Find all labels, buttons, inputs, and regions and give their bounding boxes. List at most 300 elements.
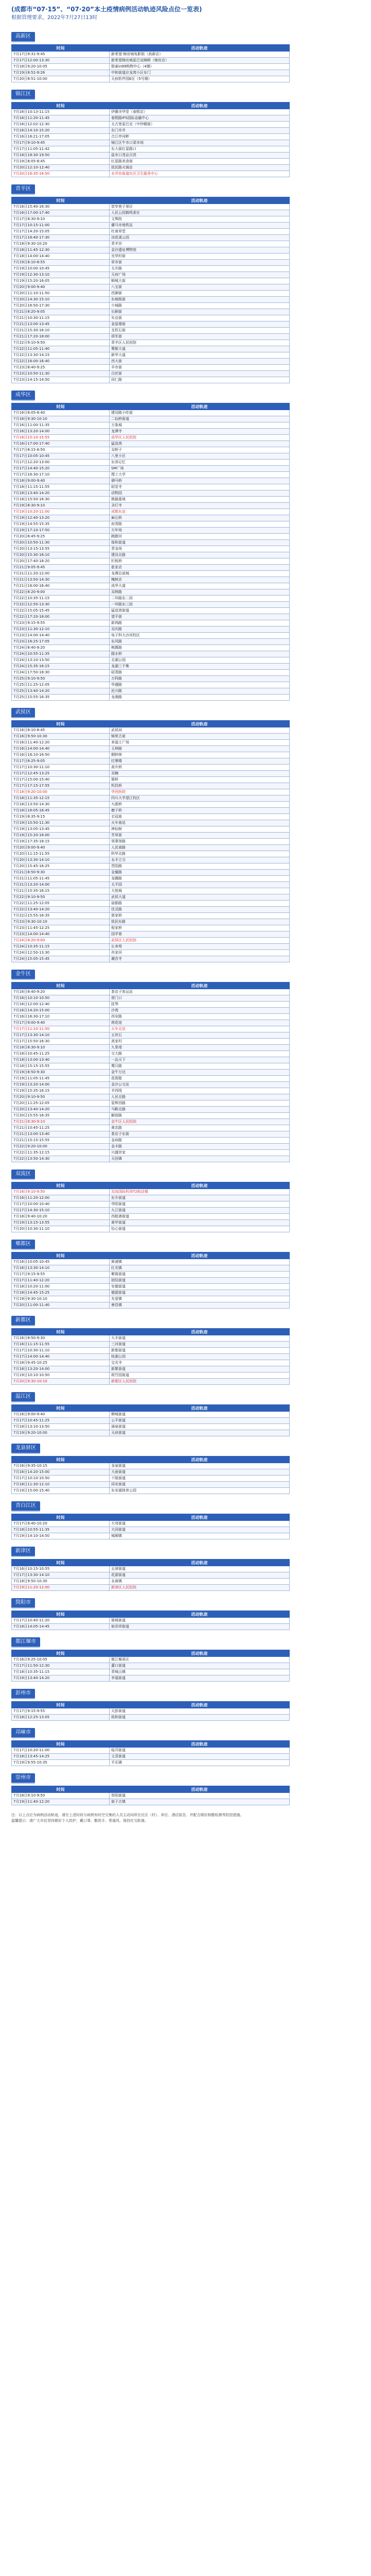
place-cell: 五块石 [110, 1032, 290, 1039]
table-row [12, 297, 290, 303]
table-header-row [12, 1741, 290, 1748]
table-row [12, 1131, 290, 1138]
place-cell: 东城根街 [110, 297, 290, 303]
table-header-row [12, 1611, 290, 1618]
place-cell: 白丝街 [110, 371, 290, 377]
place-cell: 建设北路 [110, 552, 290, 558]
time-cell: 7月17日14:30-15:10 [12, 1208, 110, 1214]
table-row [12, 521, 290, 528]
table-row [12, 894, 290, 901]
place-cell: 新繁街道 [110, 1366, 290, 1372]
table-row [12, 670, 290, 676]
table-row [12, 907, 290, 913]
district-section [11, 1314, 360, 1385]
time-cell: 7月18日10:35-11:15 [12, 1669, 110, 1675]
document-title: (成都市“07·15”、“07·20”本土疫情病例活动轨迹风险点位一览表) [11, 6, 202, 13]
place-cell: 高升桥 [110, 765, 290, 771]
time-column-header: 时间 [12, 1405, 110, 1412]
table-row [12, 1020, 290, 1026]
table-row [12, 783, 290, 789]
table-row [12, 1189, 290, 1195]
table-row [12, 435, 290, 441]
district-name: 青羊区 [11, 184, 35, 195]
table-row [12, 1265, 290, 1272]
district-section [11, 1545, 360, 1591]
table-row [12, 64, 290, 70]
time-cell: 7月20日12:10-12:40 [12, 165, 110, 171]
table-row [12, 596, 290, 602]
table-row [12, 626, 290, 633]
table-row [12, 429, 290, 435]
time-cell: 7月18日13:20-14:00 [12, 1366, 110, 1372]
time-cell: 7月18日9:00-9:40 [12, 478, 110, 484]
trajectory-table [11, 1252, 290, 1309]
time-cell: 7月18日13:45-14:25 [12, 1754, 110, 1760]
time-cell: 7月18日11:35-12:15 [12, 795, 110, 802]
place-cell: 都江堰景区 [110, 1657, 290, 1663]
table-row [12, 925, 290, 931]
table-row [12, 989, 290, 995]
place-cell: 武侯区人民医院 [110, 938, 290, 944]
time-cell: 7月21日15:30-16:10 [12, 328, 110, 334]
place-cell: 街子古镇 [110, 1799, 290, 1805]
table-row [12, 146, 290, 152]
table-row [12, 1201, 290, 1208]
place-cell: 玉林路 [110, 746, 290, 752]
time-cell: 7月22日11:05-11:40 [12, 346, 110, 352]
place-cell: 人民北路 [110, 1094, 290, 1100]
place-cell: 骡马市地铁站 [110, 223, 290, 229]
time-column-header: 时间 [12, 197, 110, 204]
time-cell: 7月18日14:05-14:45 [12, 1624, 110, 1630]
time-cell: 7月20日11:25-12:05 [12, 1100, 110, 1107]
place-cell: 星辉西路 [110, 1100, 290, 1107]
table-row [12, 1360, 290, 1366]
time-cell: 7月23日14:15-14:50 [12, 377, 110, 383]
time-cell: 7月23日10:50-11:30 [12, 371, 110, 377]
place-cell: 东安湖体育公园 [110, 1488, 290, 1494]
table-row [12, 664, 290, 670]
place-cell: 犀浦镇 [110, 1259, 290, 1265]
place-cell: 猛追湾街道 [110, 608, 290, 614]
place-cell: 射洪坝街道 [110, 1624, 290, 1630]
time-cell: 7月23日11:45-12:25 [12, 925, 110, 931]
place-cell: 武侯大道 [110, 894, 290, 901]
table-row [12, 334, 290, 340]
table-row [12, 1579, 290, 1585]
table-row [12, 1125, 290, 1131]
place-cell: 桂湖公园 [110, 1354, 290, 1360]
district-name: 简阳市 [11, 1598, 35, 1608]
place-cell: 建设路小吃街 [110, 410, 290, 416]
time-cell: 7月22日13:40-14:20 [12, 907, 110, 913]
place-cell: 华盛路 [110, 682, 290, 688]
time-cell: 7月16日8:05-8:40 [12, 410, 110, 416]
district-name: 彭州市 [11, 1689, 35, 1699]
table-row [12, 416, 290, 422]
time-cell: 7月16日11:15-11:55 [12, 1342, 110, 1348]
place-cell: 动物园 [110, 490, 290, 497]
place-cell: 金丰路 [110, 1144, 290, 1150]
place-cell: 安德街道 [110, 1284, 290, 1290]
place-cell: 黄甲街道 [110, 1220, 290, 1226]
table-row [12, 1527, 290, 1533]
place-column-header: 活动轨迹 [110, 403, 290, 410]
table-header-row [12, 721, 290, 727]
trajectory-table [11, 102, 290, 177]
time-cell: 7月21日9:05-9:45 [12, 565, 110, 571]
table-row [12, 845, 290, 851]
place-cell: 昭青路 [110, 670, 290, 676]
place-cell: 双桥子 [110, 447, 290, 453]
district-section [11, 706, 360, 962]
table-row [12, 1669, 290, 1675]
table-row [12, 571, 290, 577]
district-name: 武侯区 [11, 708, 35, 718]
place-cell: 龙潭寺 [110, 429, 290, 435]
time-cell: 7月22日11:35-12:15 [12, 1150, 110, 1156]
table-row [12, 70, 290, 76]
table-row [12, 826, 290, 833]
time-cell: 7月18日10:20-11:00 [12, 1284, 110, 1290]
place-cell: 一环路东三段 [110, 602, 290, 608]
table-row [12, 882, 290, 888]
time-column-header: 时间 [12, 1560, 110, 1566]
place-cell: 大弯街道 [110, 1521, 290, 1527]
time-cell: 7月18日15:50-16:30 [12, 497, 110, 503]
table-row [12, 1014, 290, 1020]
time-cell: 7月16日9:25-10:05 [12, 1657, 110, 1663]
time-cell: 7月17日9:15-9:55 [12, 1708, 110, 1715]
table-row [12, 1195, 290, 1201]
trajectory-table [11, 1650, 290, 1682]
time-cell: 7月21日8:50-9:30 [12, 870, 110, 876]
place-column-header: 活动轨迹 [110, 982, 290, 989]
time-cell: 7月17日10:15-11:00 [12, 223, 110, 229]
place-cell: SM广场 [110, 466, 290, 472]
place-cell: 支机石街 [110, 328, 290, 334]
trajectory-table [11, 1182, 290, 1232]
time-cell: 7月20日16:50-17:30 [12, 303, 110, 309]
time-cell: 7月16日15:10-15:55 [12, 435, 110, 441]
time-cell: 7月17日14:40-15:20 [12, 466, 110, 472]
time-column-header: 时间 [12, 403, 110, 410]
table-row [12, 734, 290, 740]
time-column-header: 时间 [12, 45, 110, 52]
table-row [12, 1051, 290, 1057]
place-cell: 杉板桥 [110, 558, 290, 565]
place-cell: 交大路 [110, 1051, 290, 1057]
time-cell: 7月19日17:35-18:15 [12, 839, 110, 845]
place-cell: 圣灯寺 [110, 503, 290, 509]
place-cell: 万科路 [110, 676, 290, 682]
district-section [11, 1687, 360, 1721]
table-row [12, 134, 290, 140]
trajectory-table [11, 1514, 290, 1539]
trajectory-table [11, 1456, 290, 1494]
place-cell: 双林路 [110, 589, 290, 596]
time-cell: 7月19日9:20-10:00 [12, 1430, 110, 1436]
time-cell: 7月19日17:10-17:50 [12, 528, 110, 534]
table-row [12, 1335, 290, 1342]
table-header-row [12, 1560, 290, 1566]
table-row [12, 1463, 290, 1469]
time-cell: 7月20日13:15-13:55 [12, 546, 110, 552]
time-cell: 7月16日12:00-12:40 [12, 1002, 110, 1008]
time-cell: 7月22日15:55-16:35 [12, 913, 110, 919]
table-row [12, 229, 290, 235]
place-cell: 东风路 [110, 639, 290, 645]
table-row [12, 1476, 290, 1482]
table-row [12, 1488, 290, 1494]
place-column-header: 活动轨迹 [110, 1611, 290, 1618]
table-row [12, 1533, 290, 1539]
place-cell: 红星路美食街 [110, 159, 290, 165]
time-cell: 7月23日16:25-17:05 [12, 639, 110, 645]
place-cell: 茶店子东街 [110, 1131, 290, 1138]
place-cell: 火车北站 [110, 1026, 290, 1032]
place-cell: 东升街道 [110, 1195, 290, 1201]
time-cell: 7月21日10:30-11:15 [12, 315, 110, 321]
place-cell: 成华大道 [110, 583, 290, 589]
time-cell: 7月19日10:20-11:00 [12, 509, 110, 515]
table-row [12, 682, 290, 688]
table-row [12, 802, 290, 808]
place-cell: 八宝街 [110, 284, 290, 291]
place-cell: 电子科大沙河校区 [110, 633, 290, 639]
place-cell: 将军街 [110, 334, 290, 340]
time-cell: 7月17日9:40-10:20 [12, 1521, 110, 1527]
table-row [12, 422, 290, 429]
table-row [12, 950, 290, 956]
time-cell: 7月22日9:10-9:50 [12, 340, 110, 346]
district-section [11, 1596, 360, 1630]
table-row [12, 58, 290, 64]
place-cell: 同安街道 [110, 1482, 290, 1488]
time-cell: 7月17日8:25-9:05 [12, 758, 110, 765]
note-line: 注：以上点位为病例活动轨迹，请在上述时段与病例有时空交集的人员主动向所在社区（村）、单位、酒店报告，并配合做好核酸检测等防控措施。 [11, 1813, 244, 1817]
document-subtitle: 根据管理要求，2022年7月27日13时 [11, 15, 98, 21]
district-section [11, 968, 360, 1162]
table-row [12, 552, 290, 558]
place-cell: 衣冠庙 [110, 814, 290, 820]
time-cell: 7月17日14:00-14:40 [12, 1354, 110, 1360]
place-column-header: 活动轨迹 [110, 197, 290, 204]
table-row [12, 1348, 290, 1354]
time-cell: 7月22日15:05-15:45 [12, 608, 110, 614]
time-cell: 7月21日11:05-11:45 [12, 876, 110, 882]
place-cell: 光华村街 [110, 253, 290, 260]
place-cell: 来福士广场 [110, 740, 290, 746]
table-row [12, 1521, 290, 1527]
time-cell: 7月24日17:50-18:30 [12, 670, 110, 676]
place-cell: 昭觉寺 [110, 484, 290, 490]
table-row [12, 109, 290, 115]
place-cell: 红牌楼 [110, 758, 290, 765]
table-row [12, 944, 290, 950]
place-cell: 涌泉街道 [110, 1424, 290, 1430]
table-row [12, 1138, 290, 1144]
district-name: 金牛区 [11, 970, 35, 980]
district-section [11, 388, 360, 701]
time-cell: 7月16日16:30-17:10 [12, 1014, 110, 1020]
time-cell: 7月25日15:55-16:35 [12, 694, 110, 701]
table-row [12, 152, 290, 159]
place-cell: 锦江区牛市口菜市场 [110, 140, 290, 146]
table-header-row [12, 1456, 290, 1463]
time-cell: 7月16日10:10-10:50 [12, 995, 110, 1002]
time-cell: 7月21日8:30-9:10 [12, 1119, 110, 1125]
place-cell: 水井坊街道社区卫生服务中心 [110, 171, 290, 177]
place-cell: 武侯祠 [110, 727, 290, 734]
place-column-header: 活动轨迹 [110, 1405, 290, 1412]
table-row [12, 540, 290, 546]
table-row [12, 863, 290, 870]
time-cell: 7月22日10:35-11:15 [12, 596, 110, 602]
time-cell: 7月19日9:55-10:35 [12, 1760, 110, 1766]
table-row [12, 472, 290, 478]
place-cell: 大面街道 [110, 1469, 290, 1476]
time-cell: 7月24日8:40-9:20 [12, 645, 110, 651]
time-cell: 7月21日17:20-18:00 [12, 334, 110, 340]
place-cell: 北湖公园 [110, 657, 290, 664]
place-column-header: 活动轨迹 [110, 1329, 290, 1335]
time-cell: 7月20日9:10-9:50 [12, 1094, 110, 1100]
place-cell: 沙湾 [110, 1008, 290, 1014]
place-cell: 新都街道 [110, 1348, 290, 1354]
time-cell: 7月16日10:05-10:45 [12, 1259, 110, 1265]
place-cell: 保和街道 [110, 540, 290, 546]
place-cell: 四川大学望江校区 [110, 795, 290, 802]
table-row [12, 1482, 290, 1488]
place-cell: 灌口街道 [110, 1663, 290, 1669]
time-cell: 7月19日8:05-8:45 [12, 159, 110, 165]
table-row [12, 1412, 290, 1418]
place-cell: 西大街 [110, 359, 290, 365]
time-cell: 7月17日9:15-9:55 [12, 1272, 110, 1278]
place-cell: 青羊区人民医院 [110, 340, 290, 346]
table-row [12, 309, 290, 315]
place-cell: 郭家桥 [110, 913, 290, 919]
time-cell: 7月19日13:40-14:20 [12, 1675, 110, 1682]
table-row [12, 694, 290, 701]
time-cell: 7月17日11:10-11:50 [12, 1026, 110, 1032]
table-row [12, 278, 290, 284]
table-row [12, 1366, 290, 1372]
place-cell: 杜甫草堂 [110, 229, 290, 235]
table-header-row [12, 1786, 290, 1793]
time-cell: 7月17日10:30-11:10 [12, 1348, 110, 1354]
table-row [12, 1088, 290, 1094]
district-section [11, 1238, 360, 1309]
time-cell: 7月16日13:30-14:10 [12, 1265, 110, 1272]
place-cell: 金牛万达 [110, 1070, 290, 1076]
time-cell: 7月17日16:30-17:10 [12, 472, 110, 478]
time-cell: 7月22日8:20-9:00 [12, 589, 110, 596]
time-cell: 7月21日8:20-9:05 [12, 309, 110, 315]
time-cell: 7月22日11:25-12:05 [12, 901, 110, 907]
table-row [12, 1342, 290, 1348]
place-cell: 团结街道 [110, 1278, 290, 1284]
time-cell: 7月16日8:40-9:20 [12, 989, 110, 995]
place-cell: 羊市街 [110, 365, 290, 371]
table-row [12, 1296, 290, 1302]
table-header-row [12, 1252, 290, 1259]
district-name: 成华区 [11, 391, 35, 401]
place-column-header: 活动轨迹 [110, 1252, 290, 1259]
time-cell: 7月17日13:30-14:10 [12, 1572, 110, 1579]
time-cell: 7月19日15:20-16:05 [12, 278, 110, 284]
place-cell: 金府路 [110, 1138, 290, 1144]
note-line: 温馨提示：请广大市民坚持做好个人防护，戴口罩、勤洗手、常通风、保持社交距离。 [11, 1819, 148, 1823]
time-cell: 7月17日12:20-13:00 [12, 460, 110, 466]
table-row [12, 52, 290, 58]
table-row [12, 789, 290, 795]
table-row [12, 857, 290, 863]
table-row [12, 266, 290, 272]
district-name: 双流区 [11, 1170, 35, 1180]
table-row [12, 1039, 290, 1045]
place-cell: 大悦城 [110, 888, 290, 894]
table-row [12, 1624, 290, 1630]
table-row [12, 340, 290, 346]
place-cell: 致和街道 [110, 1715, 290, 1721]
table-header-row [12, 1514, 290, 1521]
table-row [12, 620, 290, 626]
place-cell: 平乐镇 [110, 1760, 290, 1766]
time-cell: 7月17日10:40-11:20 [12, 1618, 110, 1624]
place-cell: 龙港路 [110, 694, 290, 701]
table-row [12, 577, 290, 583]
place-cell: 同仁路 [110, 377, 290, 383]
place-cell: 中和街道应龙湾小区东门 [110, 70, 290, 76]
place-cell: 茶店子客运站 [110, 989, 290, 995]
place-cell: 望平街 [110, 614, 290, 620]
place-cell: 十陵街道 [110, 1476, 290, 1482]
time-cell: 7月19日14:10-14:50 [12, 1533, 110, 1539]
place-column-header: 活动轨迹 [110, 1650, 290, 1657]
place-cell: 磨子桥 [110, 808, 290, 814]
place-cell: 华西医院 [110, 789, 290, 795]
place-cell: 新津区人民医院 [110, 1585, 290, 1591]
district-section [11, 88, 360, 177]
time-cell: 7月18日13:10-13:50 [12, 1424, 110, 1430]
time-cell: 7月16日8:50-9:30 [12, 1335, 110, 1342]
table-row [12, 583, 290, 589]
time-cell: 7月24日12:50-13:30 [12, 950, 110, 956]
place-cell: 兴盛世家 [110, 1150, 290, 1156]
document-header [0, 0, 371, 25]
table-row [12, 1107, 290, 1113]
place-cell: 黄忠路 [110, 1125, 290, 1131]
table-header-row [12, 403, 290, 410]
time-cell: 7月18日11:30-12:10 [12, 1482, 110, 1488]
table-row [12, 128, 290, 134]
table-row [12, 490, 290, 497]
table-row [12, 1302, 290, 1309]
table-header-row [12, 982, 290, 989]
place-cell: 晋阳路 [110, 863, 290, 870]
trajectory-table [11, 1786, 290, 1805]
trajectory-table [11, 720, 290, 962]
time-cell: 7月16日14:10-15:20 [12, 128, 110, 134]
district-list [0, 30, 371, 1824]
time-cell: 7月17日13:30-14:10 [12, 1032, 110, 1039]
place-cell: 东大街红星路口 [110, 146, 290, 152]
table-row [12, 1226, 290, 1232]
place-column-header: 活动轨迹 [110, 1456, 290, 1463]
place-cell: 羊西线 [110, 1088, 290, 1094]
